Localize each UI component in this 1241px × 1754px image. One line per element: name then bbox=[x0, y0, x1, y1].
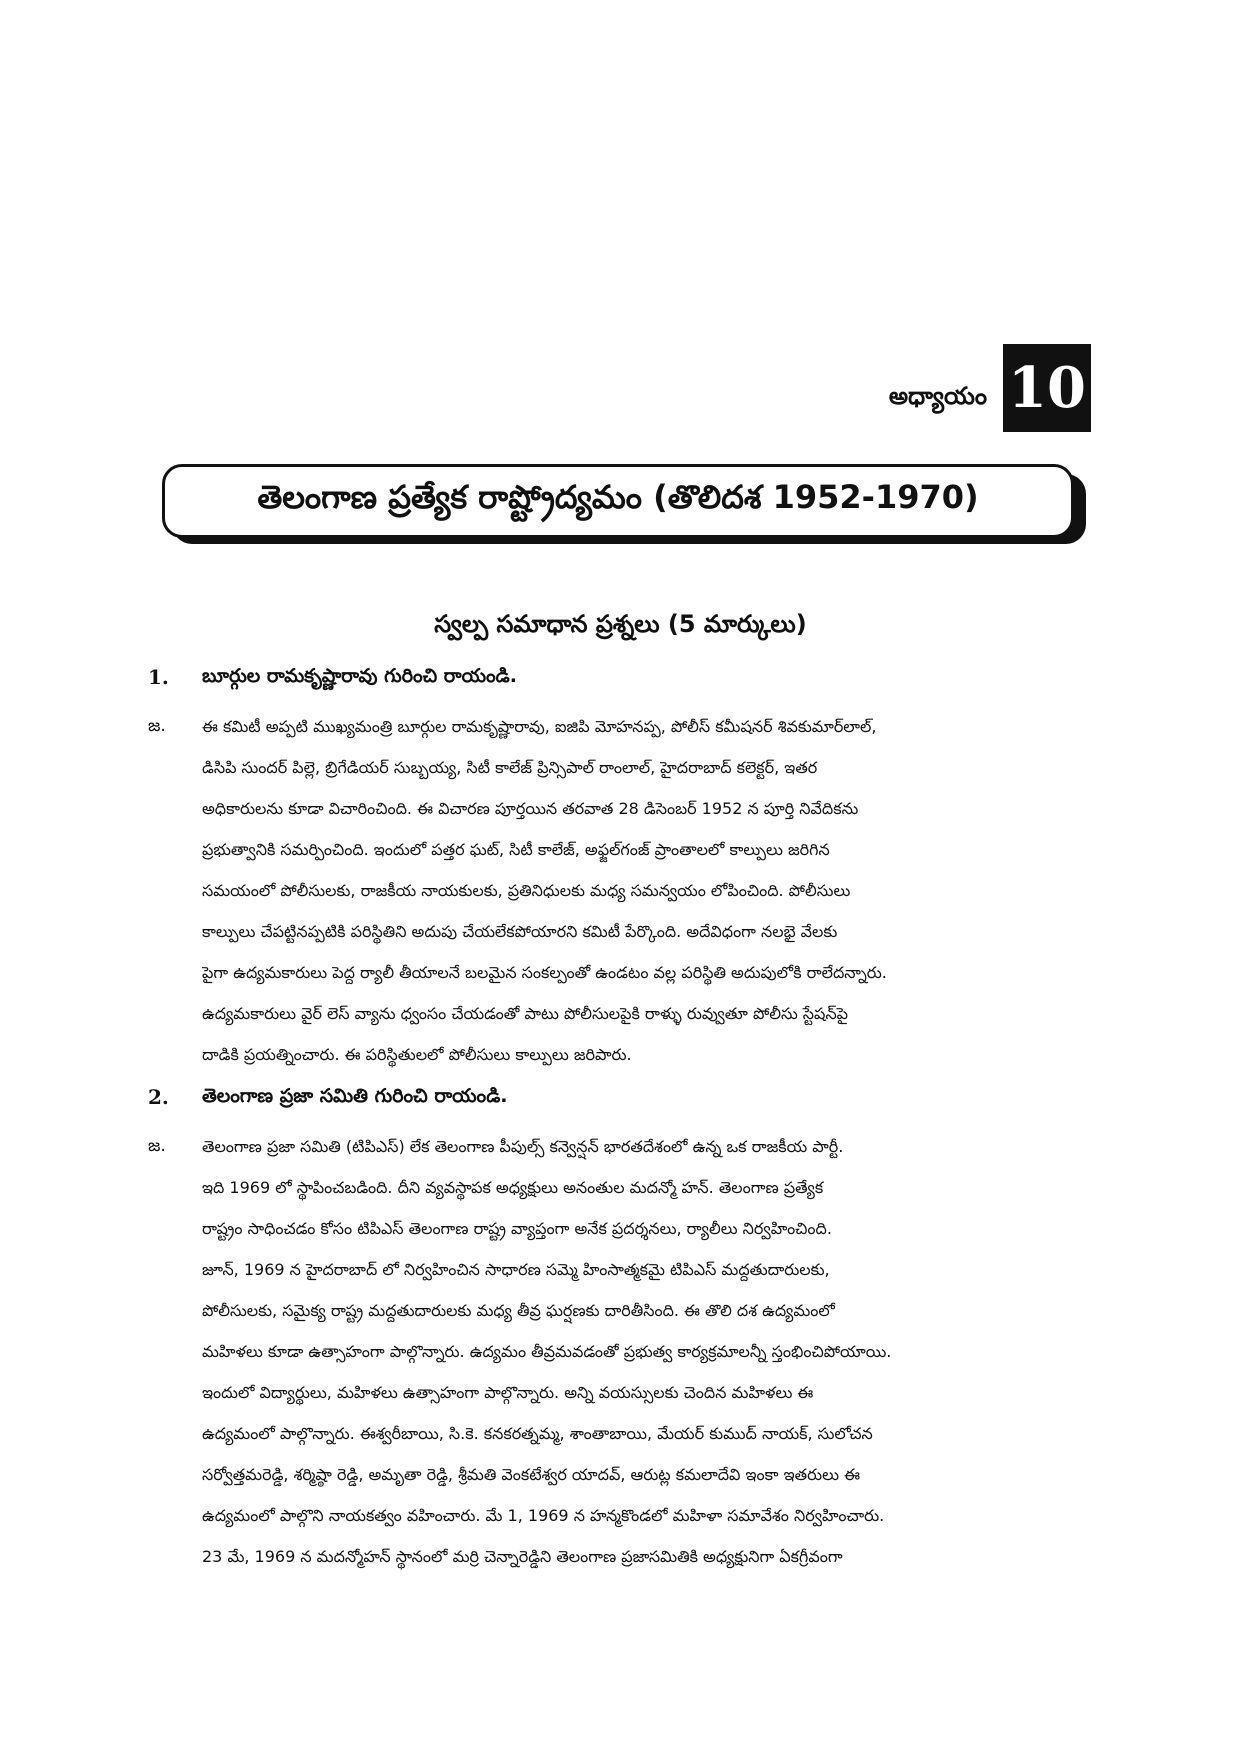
question-row bbox=[148, 665, 1103, 692]
answer-line: ప్రభుత్వానికి సమర్పించింది. ఇందులో పత్తర ఘట్, సిటీ కాలేజ్, అఫ్జల్‌గంజ్ ప్రాంతాలలో కాల్పులు జరిగిన bbox=[202, 840, 830, 859]
chapter-number-badge: 10 bbox=[1003, 344, 1091, 432]
answer-line: ఉద్యమంలో పాల్గొని నాయకత్వం వహించారు. మే 1, 1969 న హన్మకొండలో మహిళా సమావేశం నిర్వహించారు. bbox=[202, 1506, 885, 1525]
chapter-title-box bbox=[162, 464, 1074, 538]
answer-line: దాడికి ప్రయత్నించారు. ఈ పరిస్థితులలో పోలీసులు కాల్పులు జరిపారు. bbox=[202, 1045, 632, 1064]
question-block-2 bbox=[148, 1085, 1103, 1577]
answer-paragraph bbox=[202, 706, 1103, 1075]
answer-line: పైగా ఉద్యమకారులు పెద్ద ర్యాలీ తీయాలనే బలమైన సంకల్పంతో ఉండటం వల్ల పరిస్థితి అదుపులోకి రాలేదన్నారు. bbox=[202, 963, 887, 982]
question-number: 2. bbox=[148, 1085, 169, 1109]
answer-line: ఉద్యమకారులు వైర్ లెస్ వ్యాను ధ్వంసం చేయడంతో పాటు పోలీసులపైకి రాళ్ళు రువ్వుతూ పోలీసు స్టేషన్‌పై bbox=[202, 1004, 849, 1023]
answer-line: రాష్ట్రం సాధించడం కోసం టిపిఎస్ తెలంగాణ రాష్ట్ర వ్యాప్తంగా అనేక ప్రదర్శనలు, ర్యాలీలు నిర్వహించింది. bbox=[202, 1219, 832, 1238]
answer-line: పోలీసులకు, సమైక్య రాష్ట్ర మద్దతుదారులకు మధ్య తీవ్ర ఘర్షణకు దారితీసింది. ఈ తొలి దశ ఉద్యమంలో bbox=[202, 1301, 835, 1320]
section-heading: స్వల్ప సమాధాన ప్రశ్నలు (5 మార్కులు) bbox=[434, 610, 807, 638]
chapter-header bbox=[889, 344, 1091, 432]
question-number: 1. bbox=[148, 665, 169, 689]
answer-line: 23 మే, 1969 న మదన్మోహన్ స్థానంలో మర్రి చెన్నారెడ్డిని తెలంగాణ ప్రజాసమితికి అధ్యక్షునిగా ఏకగ్రీవంగా bbox=[202, 1547, 843, 1566]
answer-marker: జ. bbox=[148, 716, 166, 736]
answer-row bbox=[148, 706, 1103, 1075]
answer-line: ఈ కమిటీ అప్పటి ముఖ్యమంత్రి బూర్గుల రామకృష్ణారావు, ఐజిపి మోహనప్ప, పోలీస్ కమీషనర్ శివకుమార్‌లాల్, bbox=[202, 717, 877, 736]
chapter-title: తెలంగాణ ప్రత్యేక రాష్ట్రోద్యమం (తొలిదశ 1952-1970) bbox=[257, 478, 979, 516]
answer-line: సమయంలో పోలీసులకు, రాజకీయ నాయకులకు, ప్రతినిధులకు మధ్య సమన్వయం లోపించింది. పోలీసులు bbox=[202, 881, 851, 900]
chapter-label: అధ్యాయం bbox=[888, 382, 987, 410]
answer-line: తెలంగాణ ప్రజా సమితి (టిపిఎస్) లేక తెలంగాణ పీపుల్స్ కన్వెన్షన్ భారతదేశంలో ఉన్న ఒక రాజకీయ పార్టీ. bbox=[202, 1137, 844, 1156]
answer-line: మహిళలు కూడా ఉత్సాహంగా పాల్గొన్నారు. ఉద్యమం తీవ్రమవడంతో ప్రభుత్వ కార్యక్రమాలన్నీ స్తంభించిపోయాయి. bbox=[202, 1342, 892, 1361]
question-text: బూర్గుల రామకృష్ణారావు గురించి రాయండి. bbox=[202, 665, 517, 687]
answer-line: జూన్, 1969 న హైదరాబాద్ లో నిర్వహించిన సాధారణ సమ్మె హింసాత్మకమై టిపిఎస్ మద్దతుదారులకు, bbox=[202, 1260, 830, 1279]
answer-line: అధికారులను కూడా విచారించింది. ఈ విచారణ పూర్తయిన తరవాత 28 డిసెంబర్ 1952 న పూర్తి నివేదికను bbox=[202, 799, 859, 818]
answer-line: సర్వోత్తమరెడ్డి, శర్మిష్ఠా రెడ్డి, అమృతా రెడ్డి, శ్రీమతి వెంకటేశ్వర యాదవ్, ఆరుట్ల కమలాదేవి ఇంకా ఇతరులు ఈ bbox=[202, 1465, 860, 1484]
question-text: తెలంగాణ ప్రజా సమితి గురించి రాయండి. bbox=[202, 1085, 508, 1107]
answer-paragraph bbox=[202, 1126, 1103, 1577]
answer-row bbox=[148, 1126, 1103, 1577]
question-row bbox=[148, 1085, 1103, 1112]
answer-line: ఇది 1969 లో స్థాపించబడింది. దీని వ్యవస్థాపక అధ్యక్షులు అనంతుల మదన్మో హన్. తెలంగాణ ప్రత్యేక bbox=[202, 1178, 824, 1197]
answer-marker: జ. bbox=[148, 1136, 166, 1156]
answer-line: కాల్పులు చేపట్టినప్పటికి పరిస్థితిని అదుపు చేయలేకపోయారని కమిటీ పేర్కొంది. అదేవిధంగా నలభై వేలకు bbox=[202, 922, 838, 941]
answer-line: డిసిపి సుందర్ పిల్లె, బ్రిగేడియర్ సుబ్బయ్య, సిటీ కాలేజ్ ప్రిన్సిపాల్ రాంలాల్, హైదరాబాద్ కలెక్టర్, ఇతర bbox=[202, 758, 818, 777]
answer-line: ఉద్యమంలో పాల్గొన్నారు. ఈశ్వరీబాయి, సి.కె. కనకరత్నమ్మ, శాంతాబాయి, మేయర్ కుముద్ నాయక్, సులోచన bbox=[202, 1424, 873, 1443]
question-block-1 bbox=[148, 665, 1103, 1075]
answer-line: ఇందులో విద్యార్థులు, మహిళలు ఉత్సాహంగా పాల్గొన్నారు. అన్ని వయస్సులకు చెందిన మహిళలు ఈ bbox=[202, 1383, 814, 1402]
